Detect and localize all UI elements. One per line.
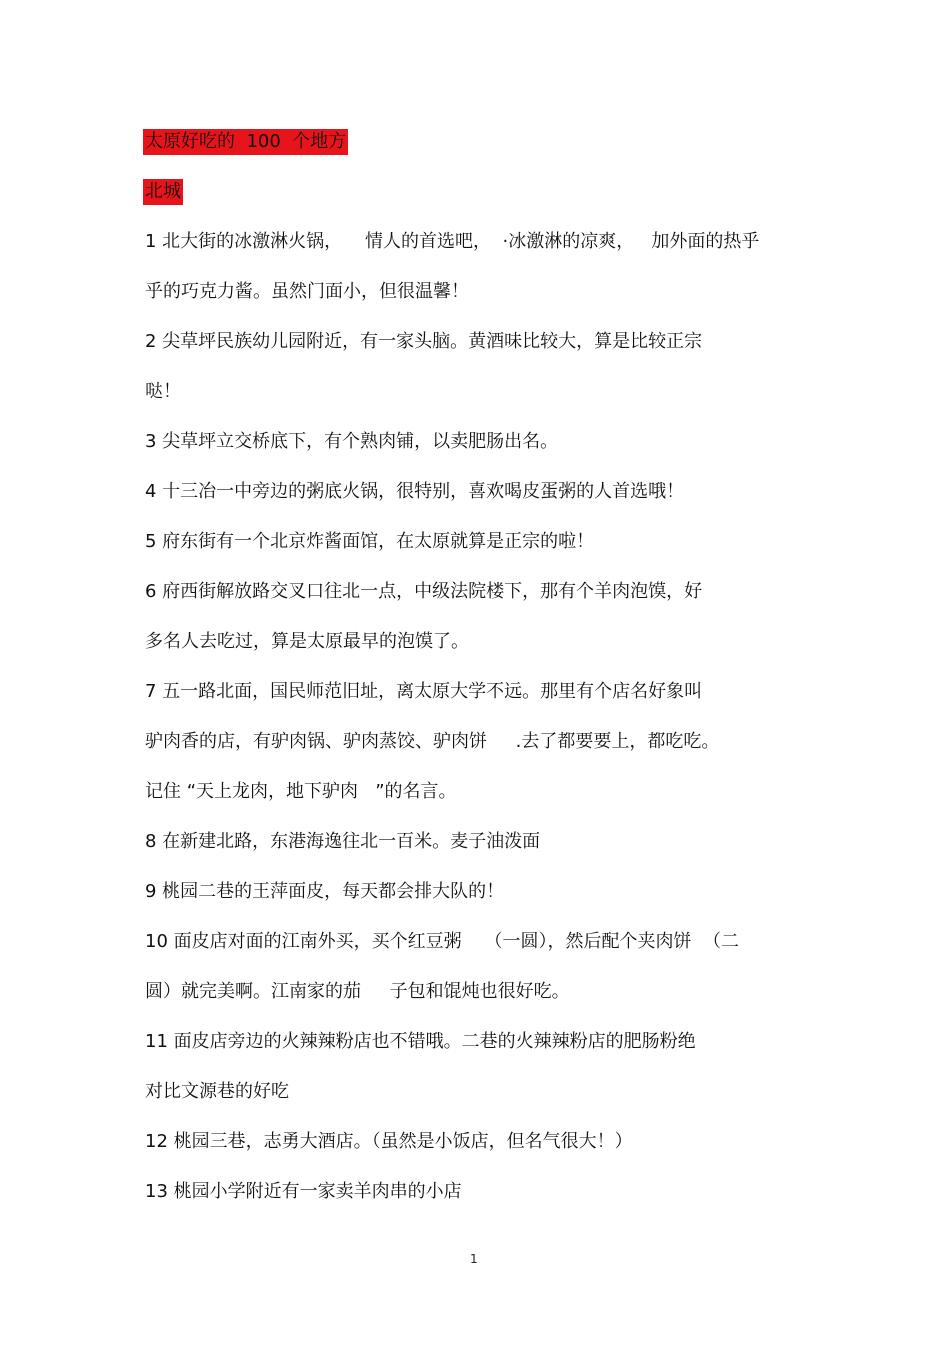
text-line: 1 北大街的冰激淋火锅， 情人的首选吧， ·冰激淋的凉爽， 加外面的热乎: [145, 231, 760, 252]
section-heading: 北城: [143, 179, 183, 205]
text-line: 记住 “天上龙肉，地下驴肉 ”的名言。: [145, 781, 457, 802]
text-line: 9 桃园二巷的王萍面皮，每天都会排大队的！: [145, 881, 505, 902]
text-line: 8 在新建北路，东港海逸往北一百米。麦子油泼面: [145, 831, 541, 852]
text-line: 2 尖草坪民族幼儿园附近，有一家头脑。黄酒味比较大，算是比较正宗: [145, 331, 703, 352]
text-line: 11 面皮店旁边的火辣辣粉店也不错哦。二巷的火辣辣粉店的肥肠粉绝: [145, 1031, 696, 1052]
text-line: 圆）就完美啊。江南家的茄 子包和馄炖也很好吃。: [145, 981, 570, 1002]
page-number: 1: [470, 1252, 478, 1266]
text-line: 驴肉香的店，有驴肉锅、驴肉蒸饺、驴肉饼 .去了都要要上，都吃吃。: [145, 731, 720, 752]
text-line: 10 面皮店对面的江南外买，买个红豆粥 （一圆），然后配个夹肉饼 （二: [145, 931, 739, 952]
text-line: 3 尖草坪立交桥底下，有个熟肉铺，以卖肥肠出名。: [145, 431, 559, 452]
text-line: 哒！: [145, 381, 181, 402]
document-title: 太原好吃的 100 个地方: [143, 129, 348, 155]
text-line: 13 桃园小学附近有一家卖羊肉串的小店: [145, 1181, 462, 1202]
text-line: 多名人去吃过，算是太原最早的泡馍了。: [145, 631, 469, 652]
text-line: 6 府西街解放路交叉口往北一点，中级法院楼下，那有个羊肉泡馍，好: [145, 581, 703, 602]
text-line: 对比文源巷的好吃: [145, 1081, 289, 1102]
text-line: 7 五一路北面，国民师范旧址，离太原大学不远。那里有个店名好象叫: [145, 681, 703, 702]
text-line: 4 十三冶一中旁边的粥底火锅，很特别，喜欢喝皮蛋粥的人首选哦！: [145, 481, 685, 502]
text-line: 5 府东街有一个北京炸酱面馆，在太原就算是正宗的啦！: [145, 531, 595, 552]
text-line: 乎的巧克力酱。虽然门面小，但很温馨！: [145, 281, 469, 302]
text-line: 12 桃园三巷，志勇大酒店。（虽然是小饭店，但名气很大！）: [145, 1131, 633, 1152]
